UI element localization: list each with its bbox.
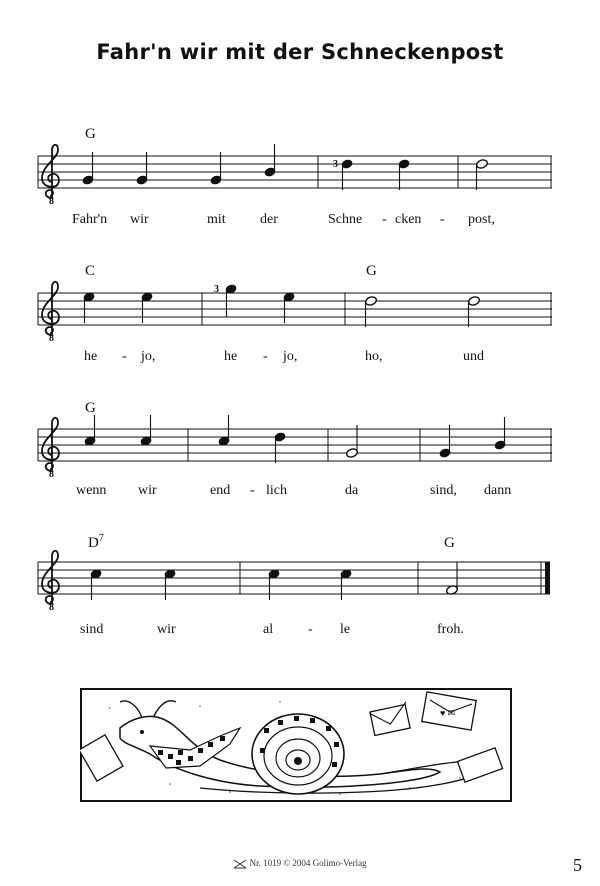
music-system-4	[0, 532, 600, 652]
svg-text:♥ ✉: ♥ ✉	[440, 708, 456, 718]
lyric-hyphen: -	[440, 212, 445, 227]
snail-mail-illustration	[80, 688, 512, 802]
lyric-syllable: ho,	[365, 349, 383, 364]
lyric-syllable: he	[84, 349, 98, 364]
lyric-syllable: post,	[468, 212, 495, 227]
lyric-syllable: Fahr'n	[72, 212, 108, 227]
notes	[82, 144, 488, 190]
lyric-syllable: jo,	[283, 349, 298, 364]
chord-symbol: G	[444, 535, 455, 551]
octave-marker: 8	[49, 333, 54, 344]
lyric-syllable: wir	[157, 622, 176, 637]
lyric-syllable: al	[263, 622, 274, 637]
song-title: Fahr'n wir mit der Schneckenpost	[96, 40, 504, 64]
octave-marker: 8	[49, 469, 54, 480]
chord-symbol: G	[85, 400, 96, 416]
lyric-syllable: jo,	[141, 349, 156, 364]
treble-clef-icon	[42, 145, 59, 198]
staff-lines	[38, 562, 550, 594]
lyric-syllable: und	[463, 349, 484, 364]
treble-clef-icon	[42, 418, 59, 471]
page-number: 5	[573, 855, 582, 875]
copyright-text: Nr. 1019 © 2004 Golimo-Verlag	[249, 858, 367, 868]
lyric-syllable: da	[345, 483, 359, 498]
lyrics-line	[72, 212, 495, 227]
lyric-syllable: dann	[484, 483, 512, 498]
lyric-syllable: wir	[138, 483, 157, 498]
staff-lines	[38, 156, 552, 188]
lyric-hyphen: -	[382, 212, 387, 227]
snail-shell	[252, 714, 344, 794]
snail-eye	[140, 730, 144, 734]
lyrics-line	[80, 622, 464, 637]
lyric-hyphen: -	[122, 349, 127, 364]
lyric-syllable: Schne	[328, 212, 363, 227]
publisher-logo-icon	[233, 859, 247, 869]
octave-marker: 8	[49, 196, 54, 207]
chord-symbol: G	[85, 126, 96, 142]
lyric-hyphen: -	[308, 622, 313, 637]
staff-lines	[38, 429, 552, 461]
treble-clef-icon	[42, 282, 59, 335]
final-barline	[545, 562, 550, 594]
notes	[83, 284, 480, 327]
lyric-syllable: le	[340, 622, 351, 637]
chord-symbol: C	[85, 263, 96, 279]
notes	[84, 415, 506, 463]
lyric-syllable: wir	[130, 212, 149, 227]
publisher-footer	[0, 858, 600, 869]
lyric-syllable: froh.	[437, 622, 464, 637]
triplet-marker: 3	[333, 159, 338, 170]
lyric-syllable: der	[260, 212, 278, 227]
lyric-hyphen: -	[263, 349, 268, 364]
octave-marker: 8	[49, 602, 54, 613]
lyric-hyphen: -	[250, 483, 255, 498]
treble-clef-icon	[42, 551, 59, 604]
lyric-syllable: he	[224, 349, 238, 364]
lyrics-line	[76, 483, 511, 498]
music-system-2	[0, 257, 600, 377]
lyric-syllable: mit	[207, 212, 226, 227]
lyrics-line	[84, 349, 484, 364]
music-system-1	[0, 120, 600, 240]
lyric-syllable: cken	[395, 212, 422, 227]
lyric-syllable: end	[210, 483, 231, 498]
lyric-syllable: lich	[266, 483, 287, 498]
lyric-syllable: sind,	[430, 483, 457, 498]
chord-symbol: $D^7$	[88, 533, 104, 551]
lyric-syllable: wenn	[76, 483, 107, 498]
chord-symbol: G	[366, 263, 377, 279]
music-system-3	[0, 397, 600, 517]
triplet-marker: 3	[214, 284, 219, 295]
lyric-syllable: sind	[80, 622, 104, 637]
